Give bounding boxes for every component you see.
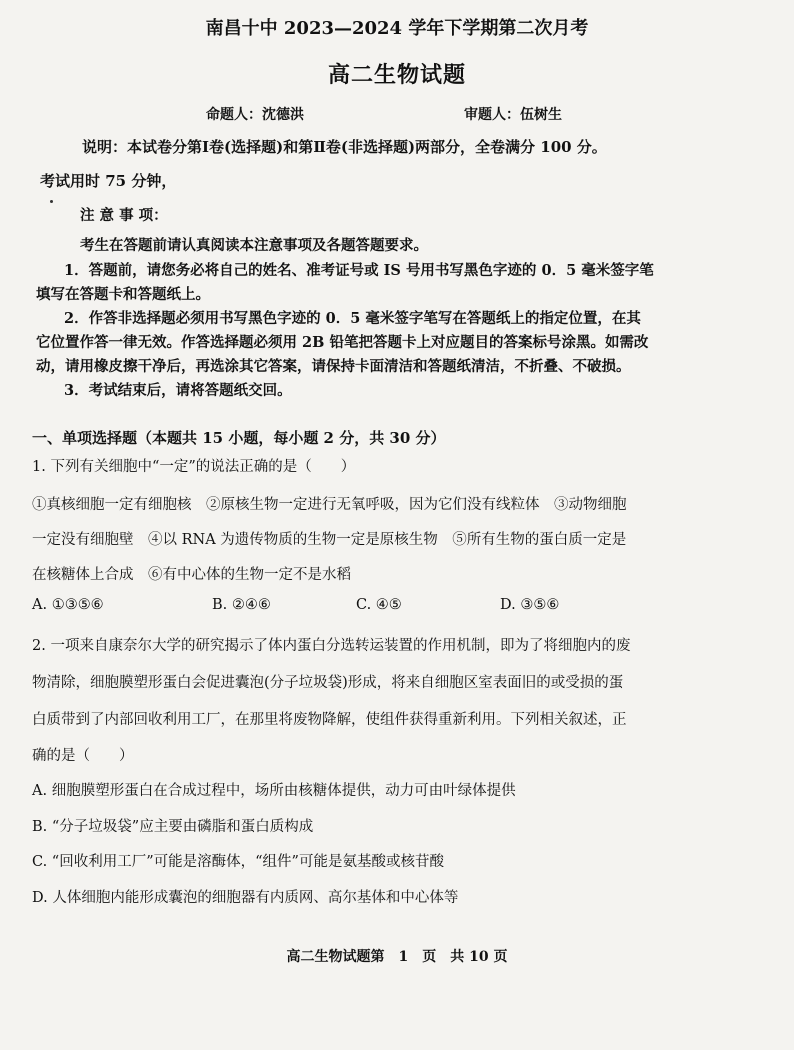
notice-item-2-line-3: 动，请用橡皮擦干净后，再选涂其它答案，请保持卡面清洁和答题纸清洁，不折叠、不破损。: [36, 358, 631, 375]
stray-dot: [50, 200, 53, 203]
q1-option-c: C. ④⑤: [356, 597, 402, 613]
intro-line-2: 考试用时 75 分钟，: [40, 172, 177, 190]
q2-stem-line-4: 确的是（ ）: [32, 748, 134, 764]
reviewer-label: 审题人：伍树生: [464, 107, 562, 123]
notice-item-2-line-2: 它位置作答一律无效。作答选择题必须用 2B 铅笔把答题卡上对应题目的答案标号涂黑。如需改: [36, 334, 649, 351]
notice-intro: 考生在答题前请认真阅读本注意事项及各题答题要求。: [80, 237, 428, 254]
notice-item-3: 3．考试结束后，请将答题纸交回。: [64, 382, 292, 399]
exam-title: 南昌十中 2023—2024 学年下学期第二次月考: [205, 18, 589, 39]
q2-stem-line-1: 2. 一项来自康奈尔大学的研究揭示了体内蛋白分选转运装置的作用机制，即为了将细胞内的废: [32, 638, 631, 654]
notice-item-1-line-2: 填写在答题卡和答题纸上。: [36, 286, 210, 303]
q2-stem-line-3: 白质带到了内部回收利用工厂，在那里将废物降解，使组件获得重新利用。下列相关叙述，正: [32, 712, 627, 728]
subject-title: 高二生物试题: [327, 62, 466, 88]
author-label: 命题人：沈德洪: [206, 107, 304, 123]
q1-option-b: B. ②④⑥: [212, 597, 271, 613]
section-1-heading: 一、单项选择题（本题共 15 小题，每小题 2 分，共 30 分）: [32, 429, 446, 447]
q1-statement-line-3: 在核糖体上合成 ⑥有中心体的生物一定不是水稻: [32, 567, 351, 583]
q2-option-b: B. “分子垃圾袋”应主要由磷脂和蛋白质构成: [32, 819, 314, 835]
notice-title: 注 意 事 项：: [80, 207, 168, 224]
notice-item-2-line-1: 2．作答非选择题必须用书写黑色字迹的 0．5 毫米签字笔写在答题纸上的指定位置，在其: [64, 310, 641, 327]
notice-item-1-line-1: 1．答题前，请您务必将自己的姓名、准考证号或 IS 号用书写黑色字迹的 0．5 毫米签字笔: [64, 262, 654, 279]
intro-line-1: 说明：本试卷分第Ⅰ卷(选择题)和第Ⅱ卷(非选择题)两部分，全卷满分 100 分。: [82, 138, 607, 156]
q2-option-c: C. “回收利用工厂”可能是溶酶体，“组件”可能是氨基酸或核苷酸: [32, 854, 444, 870]
q1-statement-line-1: ①真核细胞一定有细胞核 ②原核生物一定进行无氧呼吸，因为它们没有线粒体 ③动物细胞: [32, 497, 627, 513]
q1-option-a: A. ①③⑤⑥: [32, 597, 104, 613]
q1-option-d: D. ③⑤⑥: [500, 597, 560, 613]
q2-option-d: D. 人体细胞内能形成囊泡的细胞器有内质网、高尔基体和中心体等: [32, 890, 459, 906]
q2-option-a: A. 细胞膜塑形蛋白在合成过程中，场所由核糖体提供，动力可由叶绿体提供: [32, 783, 516, 799]
page-footer: 高二生物试题第 1 页 共 10 页: [286, 949, 508, 965]
q1-stem: 1. 下列有关细胞中“一定”的说法正确的是（ ）: [32, 459, 356, 475]
q2-stem-line-2: 物清除，细胞膜塑形蛋白会促进囊泡(分子垃圾袋)形成，将来自细胞区室表面旧的或受损的蛋: [32, 675, 624, 691]
q1-statement-line-2: 一定没有细胞壁 ④以 RNA 为遗传物质的生物一定是原核生物 ⑤所有生物的蛋白质一定是: [32, 532, 627, 548]
